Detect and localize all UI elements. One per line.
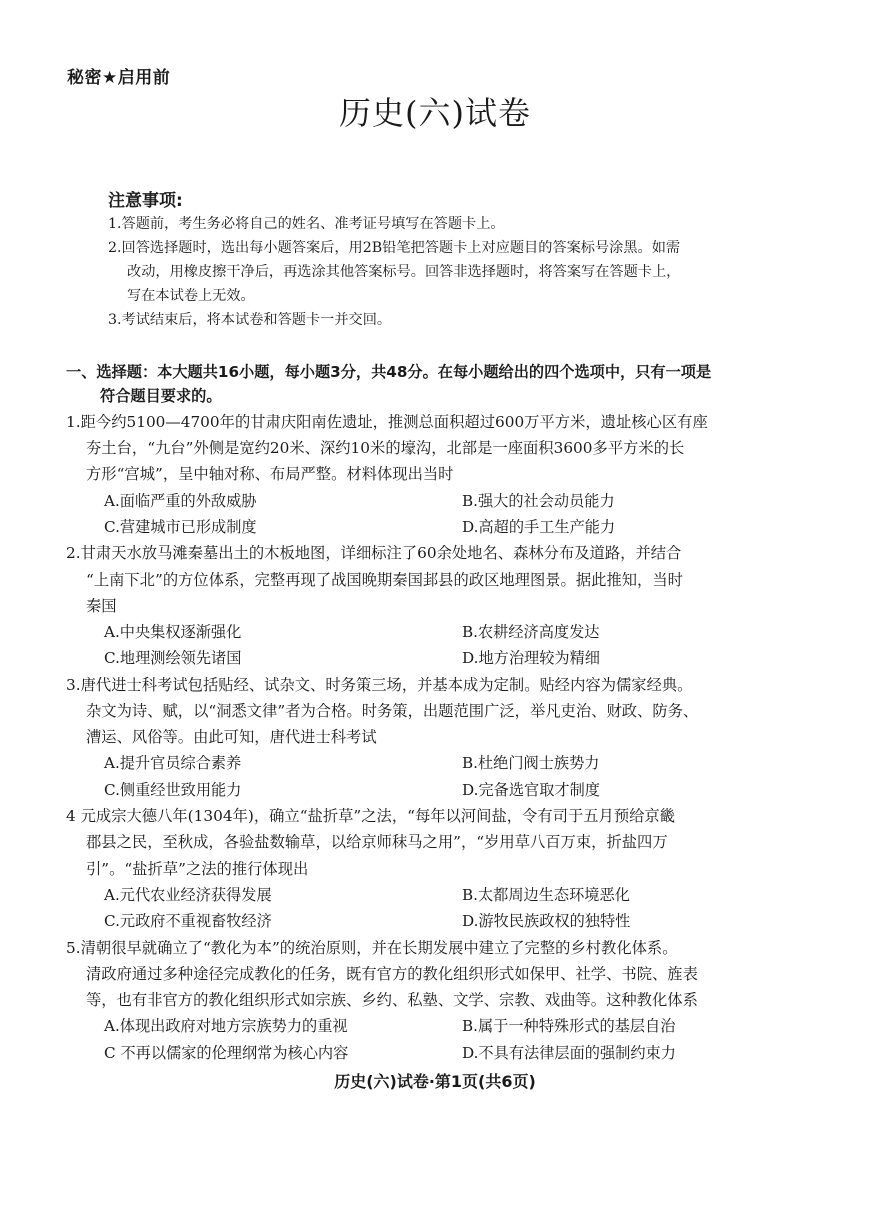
secret-label: 秘密★启用前 xyxy=(67,68,171,88)
option-d[interactable]: D.完备选官取才制度 xyxy=(462,780,600,799)
option-b[interactable]: B.强大的社会动员能力 xyxy=(462,491,615,510)
option-b[interactable]: B.属于一种特殊形式的基层自治 xyxy=(462,1017,676,1036)
question-stem-line: 等，也有非官方的教化组织形式如宗族、乡约、私塾、文学、宗教、戏曲等。这种教化体系 xyxy=(86,991,698,1010)
question-stem-line: 秦国 xyxy=(86,596,117,615)
question-stem-line: 杂文为诗、赋，以“洞悉文律”者为合格。时务策，出题范围广泛，举凡吏治、财政、防务、 xyxy=(86,702,699,721)
section-line: 一、选择题：本大题共16小题，每小题3分，共48分。在每小题给出的四个选项中，只有一项是 xyxy=(66,363,712,381)
notice-item: 改动，用橡皮擦干净后，再选涂其他答案标号。回答非选择题时，将答案写在答题卡上， xyxy=(127,264,681,280)
notice-item: 3.考试结束后，将本试卷和答题卡一并交回。 xyxy=(108,312,392,328)
question-stem-line: 清政府通过多种途径完成教化的任务，既有官方的教化组织形式如保甲、社学、书院、旌表 xyxy=(86,964,698,983)
option-d[interactable]: D.高超的手工生产能力 xyxy=(462,518,616,537)
option-a[interactable]: A.面临严重的外敌威胁 xyxy=(104,491,257,510)
question-stem-line: 1.距今约5100—4700年的甘肃庆阳南佐遗址，推测总面积超过600万平方米，遗址核心区有座 xyxy=(66,413,708,431)
option-a[interactable]: A.元代农业经济获得发展 xyxy=(104,885,272,904)
question-stem-line: 5.清朝很早就确立了“教化为本”的统治原则，并在长期发展中建立了完整的乡村教化体系。 xyxy=(66,938,678,957)
option-c[interactable]: C.地理测绘领先诸国 xyxy=(104,649,242,668)
page-footer: 历史(六)试卷·第1页(共6页) xyxy=(334,1072,536,1091)
section-line: 符合题目要求的。 xyxy=(100,387,222,405)
option-c[interactable]: C.元政府不重视畜牧经济 xyxy=(104,912,272,931)
option-a[interactable]: A.提升官员综合素养 xyxy=(104,754,242,773)
question-1 xyxy=(66,409,808,540)
question-stem-line: 郡县之民，至秋成，各验盐数输草，以给京师秣马之用”，“岁用草八百万束，折盐四万 xyxy=(86,833,668,852)
question-5 xyxy=(66,935,808,1066)
question-stem-line: 4 元成宗大德八年(1304年)，确立“盐折草”之法，“每年以河间盐，令有司于五月预给京畿 xyxy=(66,807,676,826)
question-list xyxy=(66,409,808,1066)
notice-item: 写在本试卷上无效。 xyxy=(127,288,255,304)
notice-item: 2.回答选择题时，选出每小题答案后，用2B铅笔把答题卡上对应题目的答案标号涂黑。如需 xyxy=(108,240,681,256)
option-a[interactable]: A.中央集权逐渐强化 xyxy=(104,623,242,642)
option-c[interactable]: C 不再以儒家的伦理纲常为核心内容 xyxy=(104,1043,349,1062)
notice-list xyxy=(108,212,808,332)
option-b[interactable]: B.太都周边生态环境恶化 xyxy=(462,885,630,904)
question-4 xyxy=(66,803,808,934)
question-stem-line: 2.甘肃天水放马滩秦墓出土的木板地图，详细标注了60余处地名、森林分布及道路，并结合 xyxy=(66,544,682,563)
option-grid xyxy=(66,882,808,935)
section-heading xyxy=(66,360,806,408)
option-d[interactable]: D.不具有法律层面的强制约束力 xyxy=(462,1043,676,1062)
option-c[interactable]: C.营建城市已形成制度 xyxy=(104,518,257,537)
exam-title: 历史(六)试卷 xyxy=(339,94,531,132)
option-grid xyxy=(66,1013,808,1066)
question-stem-line: 3.唐代进士科考试包括贴经、试杂文、时务策三场，并基本成为定制。贴经内容为儒家经典。 xyxy=(66,675,693,694)
notice-item: 1.答题前，考生务必将自己的姓名、准考证号填写在答题卡上。 xyxy=(108,216,505,232)
question-3 xyxy=(66,672,808,803)
question-stem-line: 引”。“盐折草”之法的推行体现出 xyxy=(86,859,309,878)
question-2 xyxy=(66,540,808,671)
option-d[interactable]: D.地方治理较为精细 xyxy=(462,649,600,668)
option-a[interactable]: A.体现出政府对地方宗族势力的重视 xyxy=(104,1017,348,1036)
option-d[interactable]: D.游牧民族政权的独特性 xyxy=(462,912,631,931)
question-stem-line: “上南下北”的方位体系，完整再现了战国晚期秦国邽县的政区地理图景。据此推知，当时 xyxy=(86,570,683,589)
option-b[interactable]: B.杜绝门阀士族势力 xyxy=(462,754,600,773)
option-grid xyxy=(66,750,808,803)
option-grid xyxy=(66,488,808,541)
question-stem-line: 夯土台，“九台”外侧是宽约20米、深约10米的壕沟，北部是一座面积3600多平方米的长 xyxy=(86,439,685,458)
question-stem-line: 漕运、风俗等。由此可知，唐代进士科考试 xyxy=(86,728,377,747)
option-c[interactable]: C.侧重经世致用能力 xyxy=(104,780,242,799)
question-stem-line: 方形“宫城”，呈中轴对称、布局严整。材料体现出当时 xyxy=(86,465,454,484)
option-grid xyxy=(66,619,808,672)
option-b[interactable]: B.农耕经济高度发达 xyxy=(462,623,600,642)
notice-heading: 注意事项: xyxy=(108,191,183,211)
